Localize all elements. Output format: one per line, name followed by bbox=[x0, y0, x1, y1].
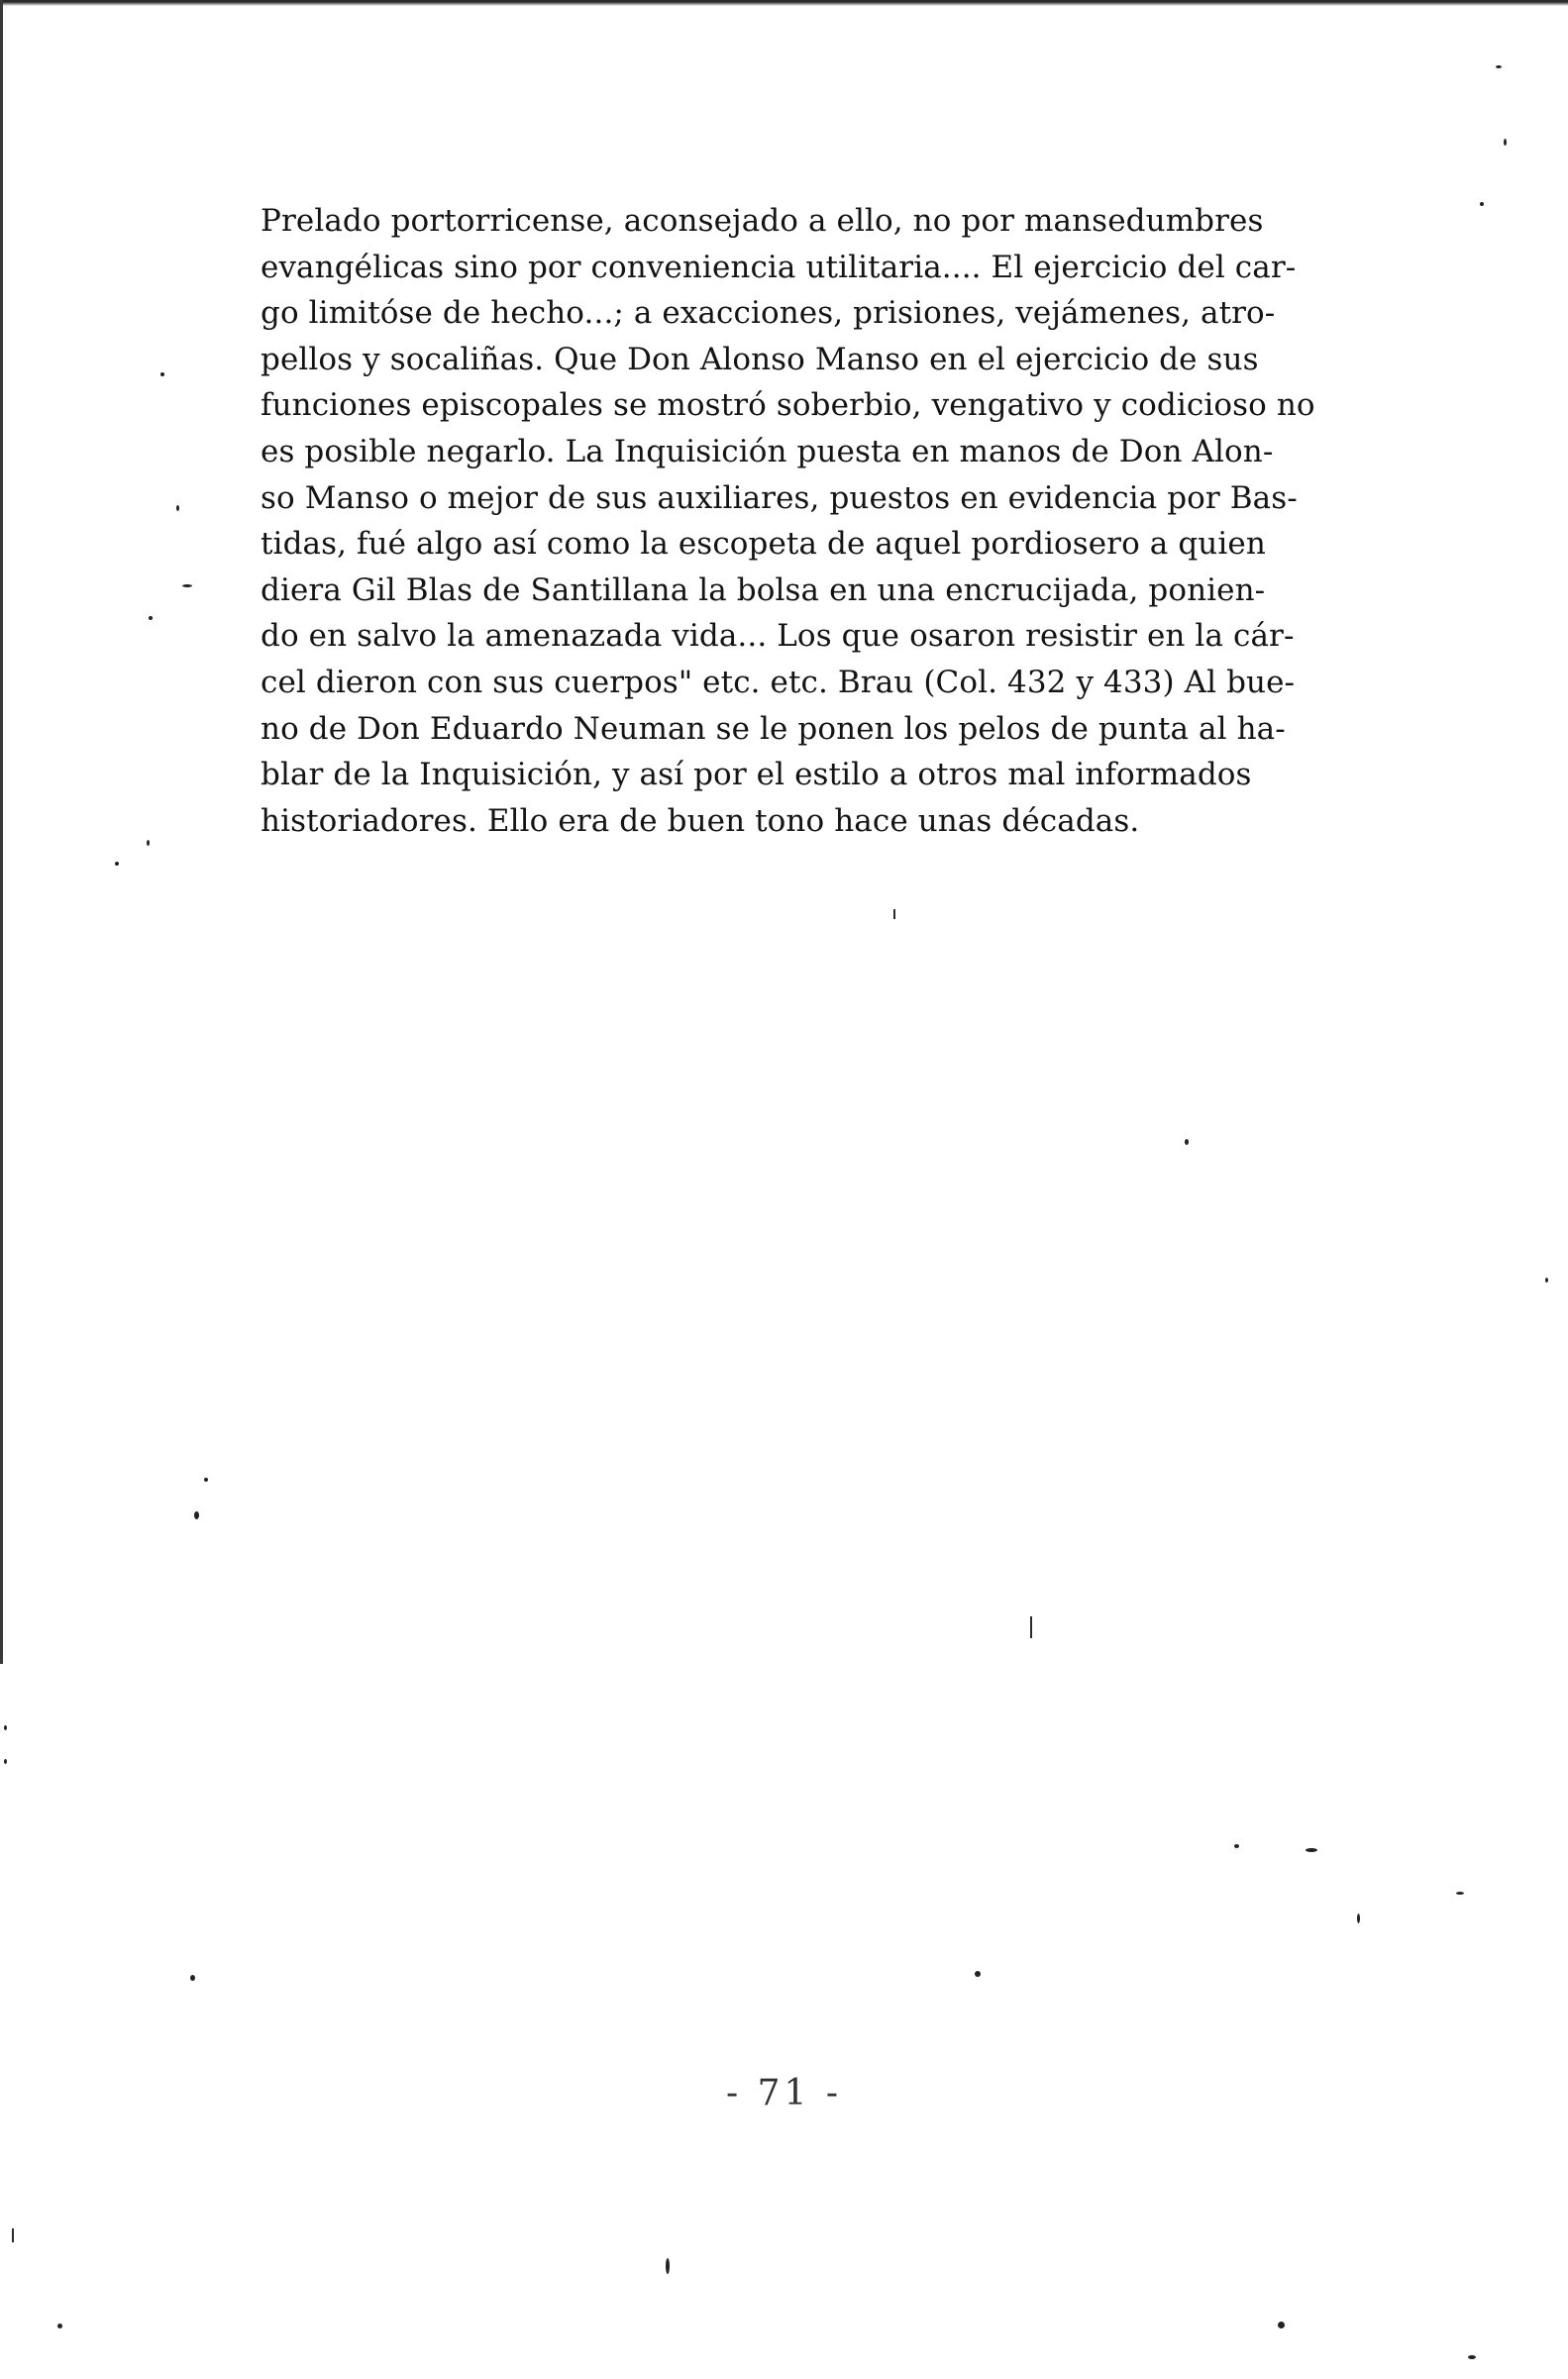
scan-speck bbox=[1357, 1914, 1360, 1923]
scan-speck bbox=[1185, 1139, 1189, 1145]
scan-speck bbox=[1456, 1892, 1464, 1895]
scan-left-edge bbox=[0, 0, 3, 1664]
scan-speck bbox=[194, 1511, 199, 1519]
scan-speck bbox=[1468, 2355, 1476, 2359]
scan-speck bbox=[57, 2324, 62, 2328]
text-line: historiadores. Ello era de buen tono hace unas décadas. bbox=[261, 802, 1140, 839]
text-line: no de Don Eduardo Neuman se le ponen los pelos de punta al ha- bbox=[261, 710, 1286, 747]
scan-speck bbox=[115, 862, 119, 866]
scan-mark bbox=[12, 2228, 14, 2242]
scan-speck bbox=[182, 584, 192, 587]
scan-speck bbox=[1504, 139, 1507, 146]
text-line: tidas, fué algo así como la escopeta de aquel pordiosero a quien bbox=[261, 526, 1266, 563]
scan-speck bbox=[666, 2258, 670, 2274]
scan-speck bbox=[176, 505, 179, 511]
scan-speck bbox=[1278, 2322, 1285, 2328]
scan-speck bbox=[1496, 65, 1502, 68]
text-line: funciones episcopales se mostró soberbio, vengativo y codicioso no bbox=[261, 387, 1315, 424]
scan-speck bbox=[149, 616, 153, 620]
scan-speck bbox=[1545, 1278, 1548, 1283]
scan-mark bbox=[893, 909, 895, 919]
scan-mark bbox=[1030, 1616, 1032, 1638]
scan-speck bbox=[190, 1975, 195, 1981]
text-line: diera Gil Blas de Santillana la bolsa en una encrucijada, ponien- bbox=[261, 571, 1266, 608]
scan-speck bbox=[1306, 1848, 1317, 1852]
scan-speck bbox=[1480, 202, 1484, 206]
scan-speck bbox=[1234, 1844, 1239, 1848]
scan-speck bbox=[147, 840, 150, 846]
scan-speck bbox=[4, 1725, 7, 1730]
text-line: es posible negarlo. La Inquisición puesta en manos de Don Alon- bbox=[261, 433, 1274, 469]
text-line: so Manso o mejor de sus auxiliares, puestos en evidencia por Bas- bbox=[261, 479, 1298, 516]
scan-top-edge bbox=[0, 0, 1568, 6]
text-line: Prelado portorricense, aconsejado a ello, no por mansedumbres bbox=[261, 203, 1264, 239]
text-line: do en salvo la amenazada vida... Los que osaron resistir en la cár- bbox=[261, 618, 1295, 655]
body-text bbox=[261, 198, 1390, 844]
text-line: blar de la Inquisición, y así por el estilo a otros mal informados bbox=[261, 757, 1252, 793]
text-line: go limitóse de hecho...; a exacciones, prisiones, vejámenes, atro- bbox=[261, 295, 1276, 332]
page-number: - 71 - bbox=[725, 2073, 843, 2114]
text-line: evangélicas sino por conveniencia utilitaria.... El ejercicio del car- bbox=[261, 249, 1297, 285]
scan-speck bbox=[975, 1971, 981, 1977]
scan-speck bbox=[4, 1759, 7, 1764]
scan-speck bbox=[204, 1478, 208, 1482]
text-line: cel dieron con sus cuerpos" etc. etc. Brau (Col. 432 y 433) Al bue- bbox=[261, 664, 1296, 700]
text-line: pellos y socaliñas. Que Don Alonso Manso en el ejercicio de sus bbox=[261, 341, 1259, 377]
scan-speck bbox=[160, 372, 164, 376]
